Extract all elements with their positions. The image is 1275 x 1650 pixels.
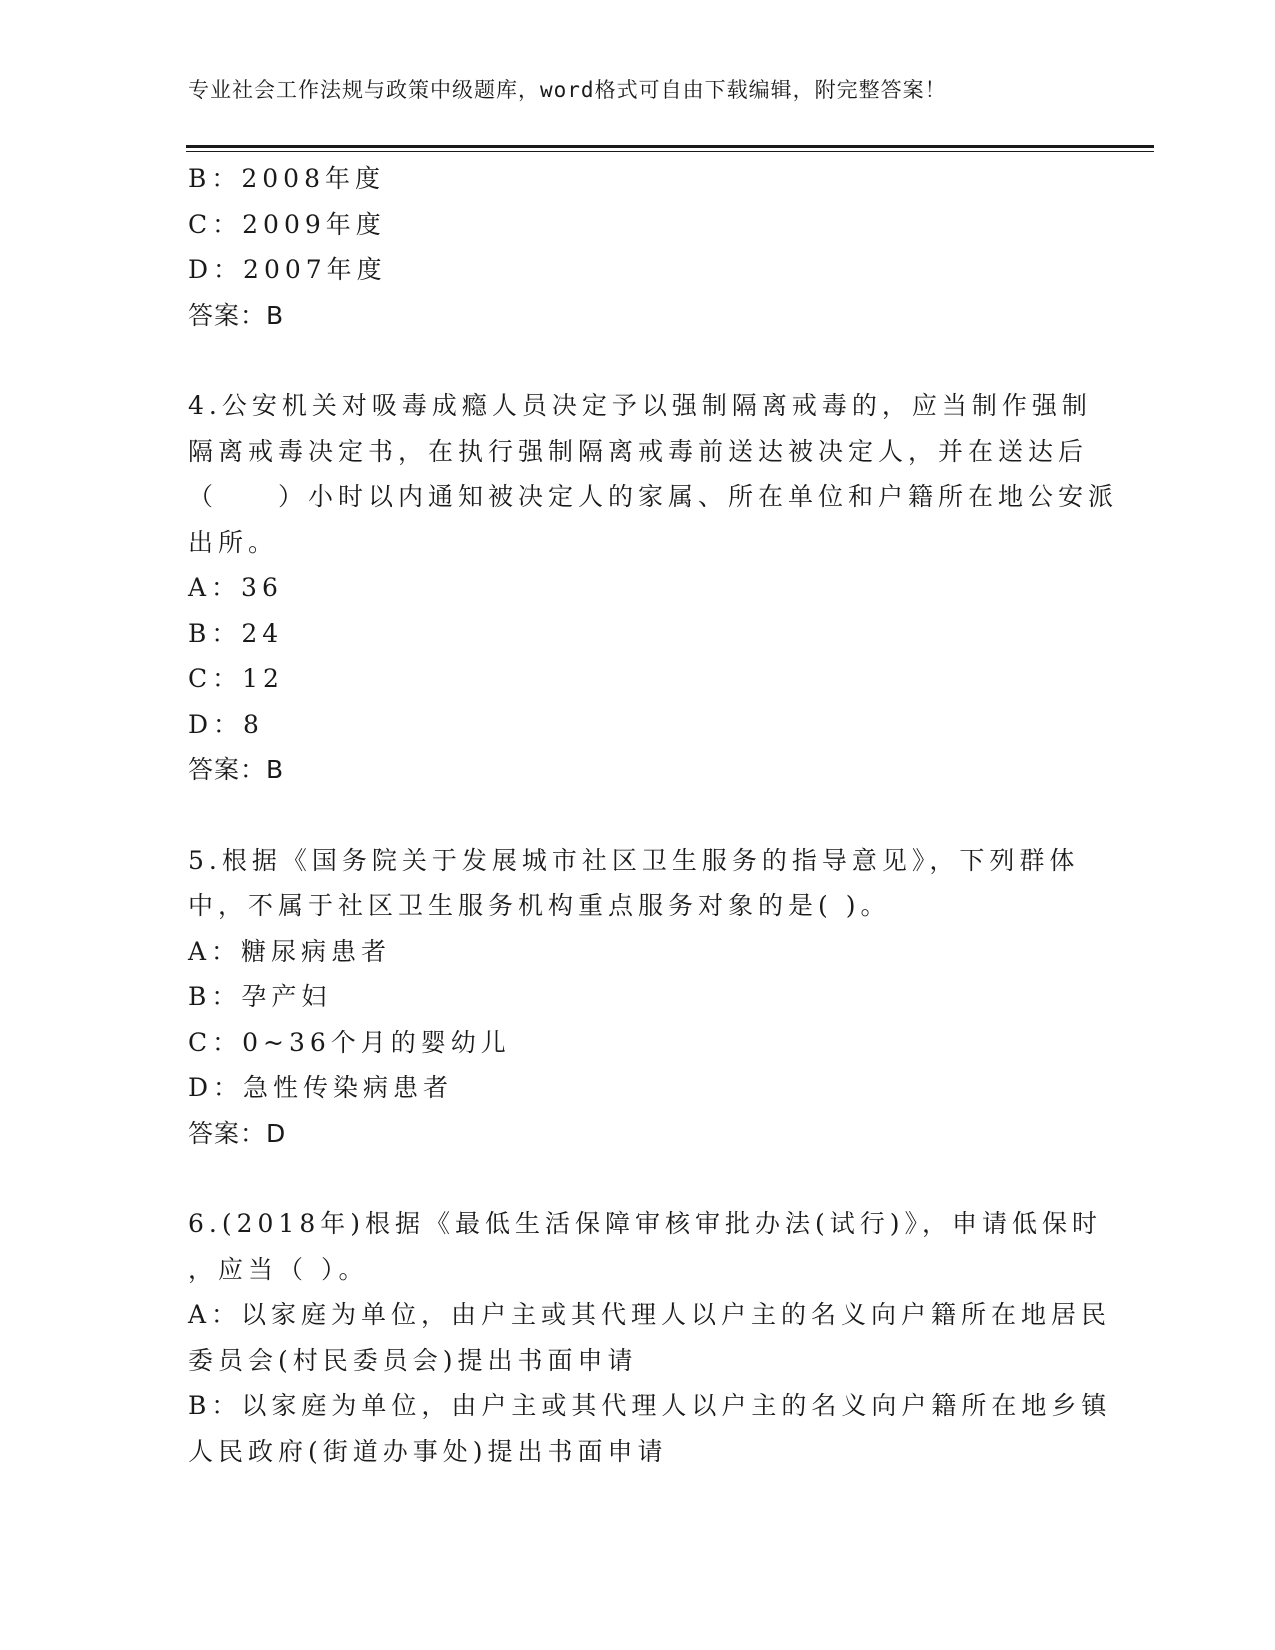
question-5 [188, 838, 1088, 1157]
question-6 [188, 1201, 1112, 1474]
answer-line: 答案：D [188, 1118, 287, 1148]
option-d: D：急性传染病患者 [188, 1073, 454, 1102]
answer-line: 答案：B [188, 755, 285, 784]
option-a-continued: 委员会(村民委员会)提出书面申请 [188, 1345, 638, 1375]
option-b: B：2008年度 [188, 164, 385, 193]
spacer [188, 338, 1088, 383]
question-3-options [188, 156, 1088, 338]
option-d: D：2007年度 [188, 255, 387, 284]
answer-line: 答案：B [188, 300, 285, 330]
question-stem-line: 隔离戒毒决定书，在执行强制隔离戒毒前送达被决定人，并在送达后 [188, 436, 1089, 466]
header-divider-thick [186, 145, 1154, 148]
option-c: C：2009年度 [188, 209, 386, 239]
option-b: B：24 [188, 618, 284, 648]
question-stem-line: 中，不属于社区卫生服务机构重点服务对象的是( )。 [188, 891, 891, 920]
option-c: C：12 [188, 664, 284, 693]
option-b: B：孕产妇 [188, 982, 332, 1011]
page-header: 专业社会工作法规与政策中级题库，word格式可自由下载编辑，附完整答案！ [188, 78, 947, 102]
option-b-continued: 人民政府(街道办事处)提出书面申请 [188, 1436, 668, 1466]
question-4 [188, 383, 1119, 793]
option-b: B：以家庭为单位，由户主或其代理人以户主的名义向户籍所在地乡镇 [188, 1391, 1112, 1420]
question-content [188, 156, 1119, 1474]
spacer [188, 1156, 1088, 1201]
question-stem-line: 出所。 [188, 527, 279, 557]
option-c: C：0~36个月的婴幼儿 [188, 1027, 511, 1057]
header-divider-thin [186, 151, 1154, 152]
option-a: A：以家庭为单位，由户主或其代理人以户主的名义向户籍所在地居民 [188, 1300, 1112, 1329]
question-stem-line: ，应当（ ）。 [188, 1254, 369, 1284]
spacer [188, 793, 1088, 838]
option-a: A：36 [188, 573, 283, 602]
question-stem-line: 4.公安机关对吸毒成瘾人员决定予以强制隔离戒毒的，应当制作强制 [188, 391, 1092, 420]
option-a: A：糖尿病患者 [188, 936, 392, 966]
question-stem-line: 6.(2018年)根据《最低生活保障审核审批办法(试行)》，申请低保时 [188, 1209, 1102, 1238]
option-d: D：8 [188, 709, 264, 739]
question-stem-line: 5.根据《国务院关于发展城市社区卫生服务的指导意见》，下列群体 [188, 845, 1080, 875]
question-stem-line: （ ）小时以内通知被决定人的家属、所在单位和户籍所在地公安派 [188, 482, 1119, 511]
